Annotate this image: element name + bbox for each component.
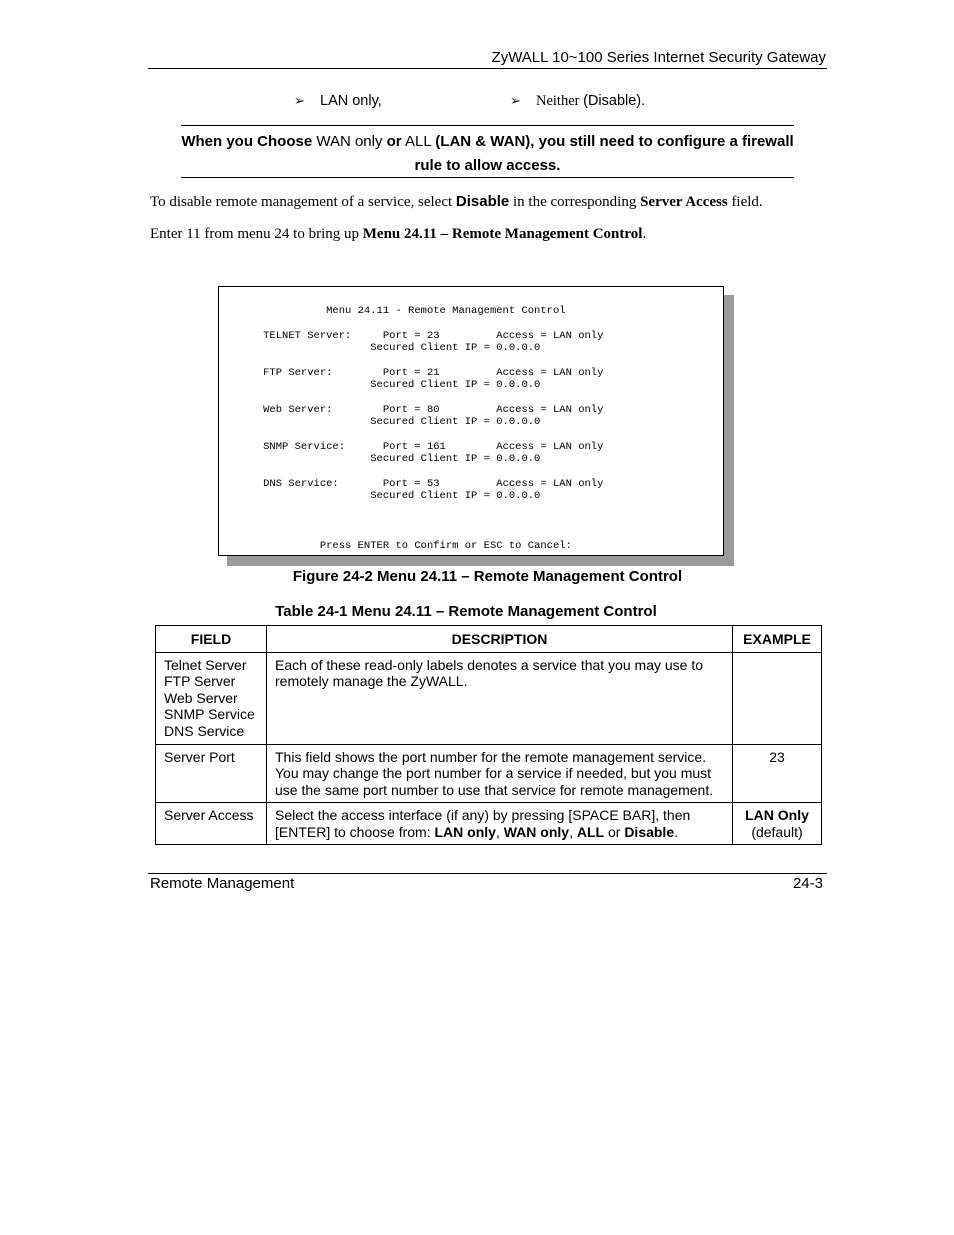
- service-name: FTP Server:: [263, 366, 333, 379]
- paragraph-text: .: [642, 226, 647, 242]
- table-cell-description: Each of these read-only labels denotes a service that you may use to remotely manage the ZyWALL.: [267, 652, 733, 744]
- terminal-screen: [218, 286, 724, 556]
- service-port: Port = 21: [382, 366, 440, 379]
- service-port: Port = 80: [382, 403, 440, 416]
- service-name: DNS Service:: [263, 477, 339, 490]
- note-part-1: When you Choose: [181, 133, 313, 150]
- service-port: Port = 161: [382, 440, 446, 453]
- paragraph-keyword-disable: Disable: [455, 193, 510, 210]
- example-value: LAN Only: [745, 807, 809, 823]
- paragraph-text: field.: [731, 194, 763, 210]
- table-cell-field: Server Port: [156, 744, 267, 803]
- option-disable: Disable: [624, 823, 675, 840]
- paragraph-menu-name: Menu 24.11 – Remote Management Control: [362, 226, 643, 242]
- footer-section-name: Remote Management: [150, 875, 295, 892]
- service-name: Web Server:: [263, 403, 333, 416]
- service-secured-ip: Secured Client IP = 0.0.0.0: [370, 342, 541, 355]
- table-header-field: FIELD: [156, 626, 267, 653]
- header-divider: [148, 68, 827, 69]
- service-access: Access = LAN only: [496, 329, 604, 342]
- bullet-neither-value: (Disable).: [583, 93, 646, 109]
- footer-page-number: 24-3: [792, 875, 823, 892]
- table-row: [156, 744, 822, 803]
- paragraph-enter-menu: [150, 226, 646, 243]
- terminal-prompt: Press ENTER to Confirm or ESC to Cancel:: [319, 539, 572, 552]
- note-part-4: ALL: [404, 133, 432, 150]
- paragraph-field-server-access: Server Access: [640, 194, 728, 210]
- terminal-text: [219, 305, 603, 552]
- option-wan-only: WAN only: [503, 823, 570, 840]
- service-secured-ip: Secured Client IP = 0.0.0.0: [370, 490, 541, 503]
- table-header-description: DESCRIPTION: [267, 626, 733, 653]
- arrow-bullet-icon: ➢: [510, 93, 521, 108]
- table-cell-field: Server Access: [156, 803, 267, 845]
- service-name: TELNET Server:: [263, 329, 352, 342]
- terminal-title: Menu 24.11 - Remote Management Control: [326, 305, 566, 317]
- field-name: Web Server: [164, 689, 238, 706]
- page-header-title: ZyWALL 10~100 Series Internet Security Gateway: [491, 49, 826, 66]
- note-part-2: WAN only: [316, 133, 383, 150]
- table-cell-example: [733, 652, 822, 744]
- description-text: Select the access interface (if any) by pressing [SPACE BAR], then [ENTER] to choose from:: [275, 807, 691, 840]
- table-cell-field: [156, 652, 267, 744]
- field-name: SNMP Service: [164, 706, 255, 722]
- table-row: [156, 803, 822, 845]
- paragraph-disable: [150, 193, 763, 211]
- field-name: FTP Server: [164, 673, 236, 689]
- note-box: [181, 125, 794, 178]
- paragraph-text: in the corresponding: [513, 194, 637, 210]
- description-text: or: [607, 823, 621, 840]
- bullet-neither-word: Neither: [536, 93, 580, 109]
- bullet-lan-only-text: LAN only,: [320, 93, 382, 109]
- note-part-5: (LAN & WAN), you still need to configure a firewall rule to allow access.: [414, 133, 794, 174]
- paragraph-text: Enter 11 from menu 24 to bring up: [150, 226, 359, 242]
- field-name: DNS Service: [164, 722, 245, 739]
- table-cell-example: [733, 803, 822, 845]
- table-header-example: EXAMPLE: [733, 626, 822, 653]
- field-name: Telnet Server: [164, 656, 247, 673]
- option-lan-only: LAN only: [434, 823, 496, 840]
- service-secured-ip: Secured Client IP = 0.0.0.0: [370, 379, 541, 392]
- service-name: SNMP Service:: [263, 440, 346, 453]
- service-access: Access = LAN only: [496, 477, 604, 490]
- example-note: (default): [751, 823, 803, 840]
- footer-divider: [148, 873, 827, 874]
- paragraph-text: To disable remote management of a service, select: [150, 194, 453, 210]
- field-description-table: [155, 625, 822, 845]
- service-secured-ip: Secured Client IP = 0.0.0.0: [370, 416, 541, 429]
- note-text: [181, 130, 794, 178]
- note-part-3: or: [386, 133, 402, 150]
- figure-caption: Figure 24-2 Menu 24.11 – Remote Management Control: [292, 568, 683, 585]
- table-cell-description: Select the access interface (if any) by pressing [SPACE BAR], then [ENTER] to choose from: LAN only, WAN only, ALL or Disable.: [267, 803, 733, 845]
- table-header-row: [156, 626, 822, 653]
- table-cell-example: 23: [733, 744, 822, 803]
- bullet-lan-only: [294, 93, 382, 109]
- service-access: Access = LAN only: [496, 403, 604, 416]
- table-row: [156, 652, 822, 744]
- option-all: ALL: [576, 823, 605, 840]
- bullet-neither: [510, 93, 645, 110]
- service-port: Port = 53: [382, 477, 440, 490]
- service-access: Access = LAN only: [496, 366, 604, 379]
- service-secured-ip: Secured Client IP = 0.0.0.0: [370, 453, 541, 466]
- arrow-bullet-icon: ➢: [294, 93, 305, 108]
- service-port: Port = 23: [382, 329, 440, 342]
- table-caption: Table 24-1 Menu 24.11 – Remote Management Control: [275, 603, 657, 620]
- table-cell-description: This field shows the port number for the remote management service. You may change the port number for a service if needed, but you must use the same port number to use that service for remote management.: [267, 744, 733, 803]
- service-access: Access = LAN only: [496, 440, 604, 453]
